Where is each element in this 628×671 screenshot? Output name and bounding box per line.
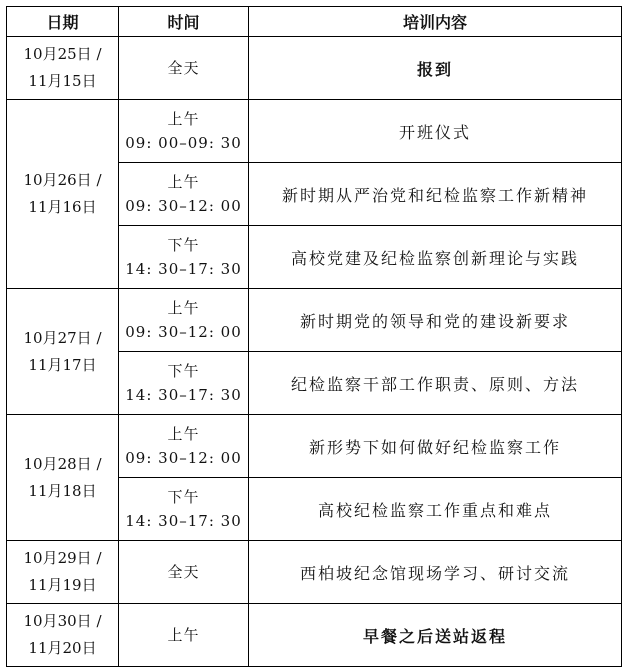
time-hours: 09: 30–12: 00 [125, 197, 242, 215]
header-row [7, 7, 622, 37]
date-cell [7, 541, 119, 604]
date-line-1: 10月29日 / [23, 549, 102, 567]
time-cell [119, 415, 249, 478]
header-date: 日期 [7, 7, 119, 37]
training-schedule-table [6, 6, 622, 667]
content-cell: 早餐之后送站返程 [249, 604, 622, 667]
date-line-1: 10月30日 / [23, 612, 102, 630]
time-cell [119, 604, 249, 667]
time-cell [119, 541, 249, 604]
table-row [7, 415, 622, 478]
time-cell [119, 37, 249, 100]
content-cell: 高校党建及纪检监察创新理论与实践 [249, 226, 622, 289]
date-line-2: 11月16日 [28, 198, 97, 216]
date-line-1: 10月27日 / [23, 328, 102, 347]
content-cell: 新时期从严治党和纪检监察工作新精神 [249, 163, 622, 226]
time-cell [119, 478, 249, 541]
time-period: 全天 [167, 563, 200, 581]
time-period: 上午 [167, 425, 200, 443]
date-line-1: 10月26日 / [23, 171, 102, 189]
date-cell [7, 289, 119, 415]
date-line-2: 11月17日 [28, 355, 97, 374]
date-line-2: 11月20日 [28, 639, 97, 657]
time-period: 上午 [167, 173, 200, 191]
content-cell: 高校纪检监察工作重点和难点 [249, 478, 622, 541]
date-cell [7, 604, 119, 667]
table-row [7, 289, 622, 352]
time-hours: 09: 30–12: 00 [125, 323, 242, 341]
time-cell [119, 352, 249, 415]
date-line-2: 11月19日 [28, 576, 97, 594]
time-cell [119, 289, 249, 352]
content-cell: 报到 [249, 37, 622, 100]
content-cell: 纪检监察干部工作职责、原则、方法 [249, 352, 622, 415]
time-hours: 09: 30–12: 00 [125, 449, 242, 467]
header-content: 培训内容 [249, 7, 622, 37]
date-line-2: 11月15日 [28, 72, 97, 90]
content-cell: 西柏坡纪念馆现场学习、研讨交流 [249, 541, 622, 604]
time-hours: 14: 30–17: 30 [125, 512, 242, 530]
date-line-1: 10月25日 / [23, 45, 102, 63]
time-hours: 14: 30–17: 30 [125, 260, 242, 278]
date-cell [7, 37, 119, 100]
time-cell [119, 100, 249, 163]
table-row [7, 541, 622, 604]
content-cell: 新时期党的领导和党的建设新要求 [249, 289, 622, 352]
time-cell [119, 226, 249, 289]
table-row [7, 37, 622, 100]
time-hours: 09: 00–09: 30 [125, 134, 242, 152]
time-period: 下午 [167, 236, 200, 254]
time-period: 上午 [167, 299, 200, 317]
time-period: 下午 [167, 488, 200, 506]
time-hours: 14: 30–17: 30 [125, 386, 242, 404]
date-cell [7, 415, 119, 541]
header-time: 时间 [119, 7, 249, 37]
time-cell [119, 163, 249, 226]
time-period: 全天 [167, 59, 200, 77]
date-line-2: 11月18日 [28, 481, 97, 500]
content-cell: 开班仪式 [249, 100, 622, 163]
table-row [7, 604, 622, 667]
content-cell: 新形势下如何做好纪检监察工作 [249, 415, 622, 478]
time-period: 上午 [167, 110, 200, 128]
date-cell [7, 100, 119, 289]
time-period: 上午 [167, 626, 200, 644]
date-line-1: 10月28日 / [23, 454, 102, 473]
time-period: 下午 [167, 362, 200, 380]
table-row [7, 100, 622, 163]
